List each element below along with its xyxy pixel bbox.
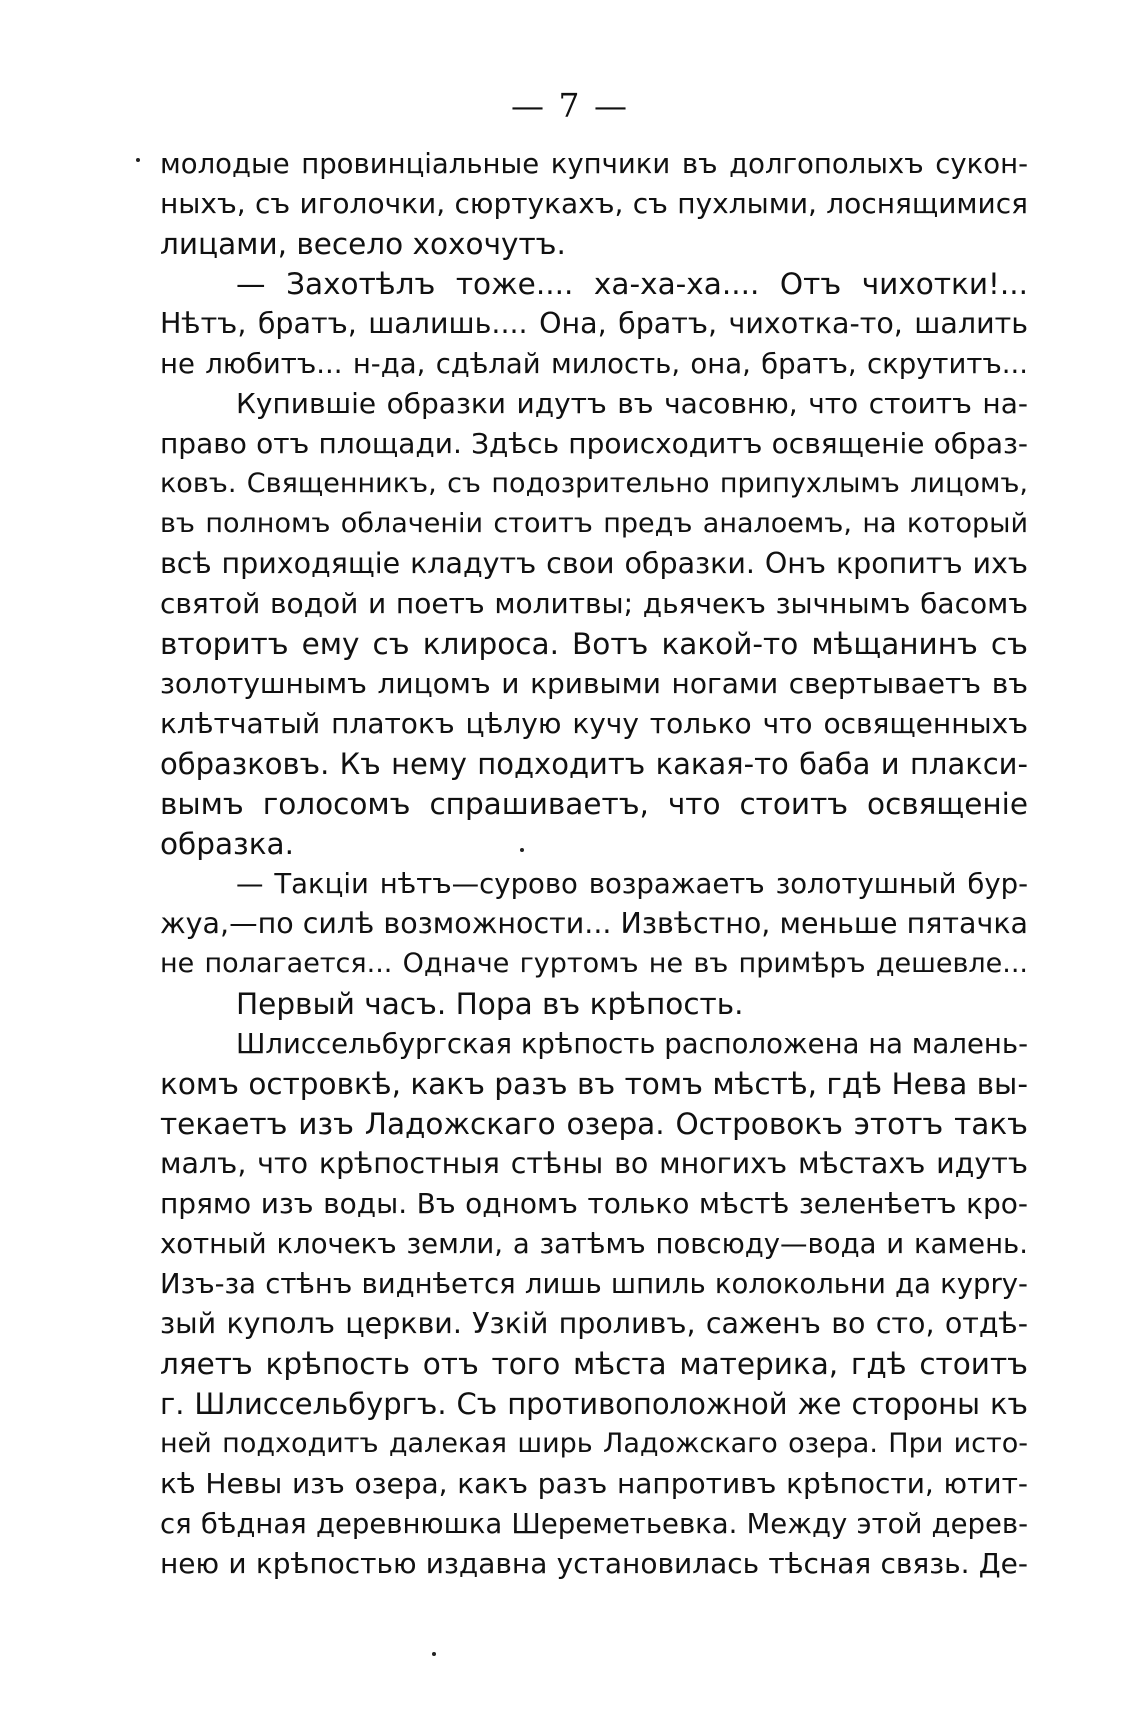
text-line: текаетъ изъ Ладожскаго озера. Островокъ этотъ такъ	[160, 1107, 1028, 1141]
print-speck	[432, 1652, 436, 1656]
text-line: святой водой и поетъ молитвы; дьячекъ зычнымъ басомъ	[160, 587, 1028, 620]
text-line: нею и крѣпостью издавна установилась тѣсная связь. Де-	[160, 1547, 1028, 1580]
text-line: вторитъ ему съ клироса. Вотъ какой-то мѣщанинъ съ	[160, 627, 1028, 661]
text-line: золотушнымъ лицомъ и кривыми ногами свертываетъ въ	[160, 667, 1028, 700]
text-line: кѣ Невы изъ озера, какъ разъ напротивъ крѣпости, ютит-	[160, 1467, 1028, 1500]
text-line: образка.	[160, 827, 295, 861]
text-line: Купившіе образки идутъ въ часовню, что стоитъ на-	[236, 387, 1028, 420]
text-line: Шлиссельбургская крѣпость расположена на малень-	[236, 1028, 1028, 1060]
text-line: комъ островкѣ, какъ разъ въ томъ мѣстѣ, гдѣ Нева вы-	[160, 1067, 1028, 1101]
text-line: Нѣтъ, братъ, шалишь.... Она, братъ, чихотка-то, шалить	[160, 307, 1028, 340]
page-number: — 7 —	[511, 86, 629, 125]
text-line: молодые провинціальные купчики въ долгополыхъ сукон-	[160, 148, 1028, 180]
text-line: малъ, что крѣпостныя стѣны во многихъ мѣстахъ идутъ	[160, 1147, 1028, 1180]
text-line: хотный клочекъ земли, а затѣмъ повсюду—вода и камень.	[160, 1228, 1028, 1260]
text-line: — Захотѣлъ тоже.... ха-ха-ха.... Отъ чихотки!...	[236, 267, 1028, 301]
text-line: зый куполъ церкви. Узкій проливъ, саженъ во сто, отдѣ-	[160, 1307, 1028, 1340]
print-speck	[520, 848, 524, 852]
text-line: жуа,—по силѣ возможности... Извѣстно, меньше пятачка	[160, 907, 1028, 940]
text-line: г. Шлиссельбургъ. Съ противоположной же стороны къ	[160, 1387, 1028, 1421]
text-line: вымъ голосомъ спрашиваетъ, что стоитъ освященіе	[160, 787, 1028, 821]
text-line: всѣ приходящіе кладутъ свои образки. Онъ кропитъ ихъ	[160, 547, 1028, 580]
text-line: въ полномъ облаченіи стоитъ предъ аналоемъ, на который	[160, 508, 1028, 539]
text-line: Первый часъ. Пора въ крѣпость.	[236, 987, 744, 1021]
text-line: право отъ площади. Здѣсь происходитъ освященіе образ-	[160, 427, 1028, 460]
print-speck	[136, 158, 140, 162]
page-text	[160, 144, 1028, 1584]
text-line: — Такціи нѣтъ—сурово возражаетъ золотушный бур-	[236, 868, 1028, 900]
text-line: ныхъ, съ иголочки, сюртукахъ, съ пухлыми, лоснящимися	[160, 187, 1028, 220]
text-line: ся бѣдная деревнюшка Шереметьевка. Между этой дерев-	[160, 1508, 1028, 1540]
text-line: Изъ-за стѣнъ виднѣется лишь шпиль колокольни да курrу-	[160, 1268, 1028, 1300]
text-line: ляетъ крѣпость отъ того мѣста материка, гдѣ стоитъ	[160, 1347, 1028, 1381]
text-line: прямо изъ воды. Въ одномъ только мѣстѣ зеленѣетъ кро-	[160, 1187, 1028, 1220]
text-line: клѣтчатый платокъ цѣлую кучу только что освященныхъ	[160, 707, 1028, 740]
text-line: не любитъ... н-да, сдѣлай милость, она, братъ, скрутитъ...	[160, 348, 1028, 380]
text-line: лицами, весело хохочутъ.	[160, 227, 566, 261]
text-line: ней подходитъ далекая ширь Ладожскаго озера. При исто-	[160, 1428, 1028, 1459]
text-line: образковъ. Къ нему подходитъ какая-то баба и плакси-	[160, 747, 1028, 781]
text-line: ковъ. Священникъ, съ подозрительно припухлымъ лицомъ,	[160, 468, 1028, 499]
text-line: не полагается... Одначе гуртомъ не въ примѣръ дешевле...	[160, 948, 1028, 979]
